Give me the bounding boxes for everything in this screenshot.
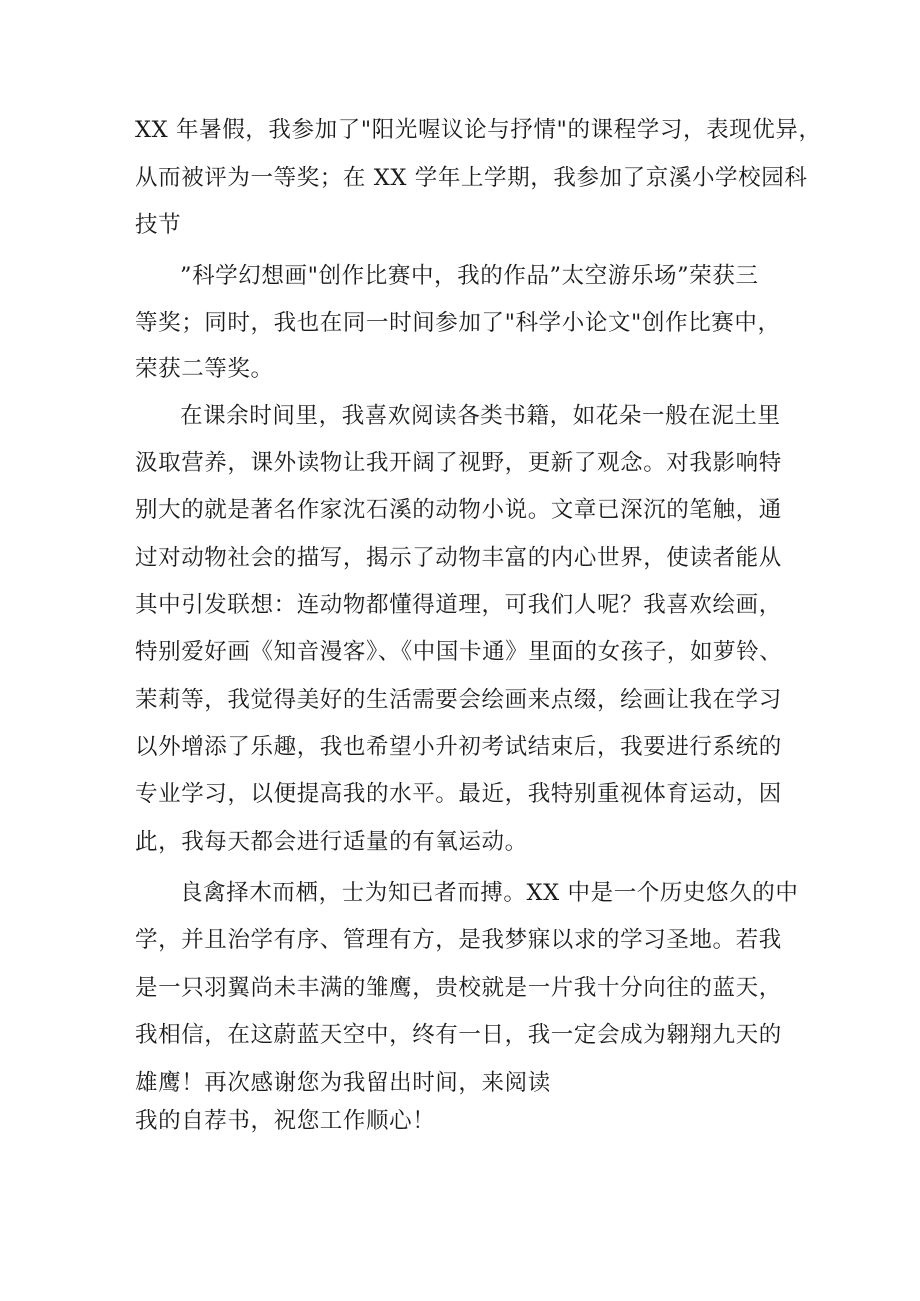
text-line: 别大的就是著名作家沈石溪的动物小说。文章已深沉的笔触，通 [135, 497, 782, 523]
text-line: 在课余时间里，我喜欢阅读各类书籍，如花朵一般在泥土里 [180, 403, 781, 429]
text-line: 专业学习，以便提高我的水平。最近，我特别重视体育运动，因 [135, 781, 782, 807]
text-line: 特别爱好画《知音漫客》、《中国卡通》里面的女孩子，如萝铃、 [135, 639, 783, 665]
text-line: 茉莉等，我觉得美好的生活需要会绘画来点缀，绘画让我在学习 [135, 687, 782, 713]
text-line: 此，我每天都会进行适量的有氧运动。 [135, 829, 528, 855]
text-line: 从而被评为一等奖；在 XX 学年上学期，我参加了京溪小学校园科 [135, 165, 808, 191]
text-line: 等奖；同时，我也在同一时间参加了"科学小论文"创作比赛中， [135, 310, 781, 336]
text-line: 汲取营养，课外读物让我开阔了视野，更新了观念。对我影响特 [135, 450, 782, 476]
text-line: 学，并且治学有序、管理有方，是我梦寐以求的学习圣地。若我 [135, 927, 782, 953]
text-line: 雄鹰！再次感谢您为我留出时间，来阅读 [135, 1070, 551, 1096]
text-line: 过对动物社会的描写，揭示了动物丰富的内心世界，使读者能从 [135, 545, 782, 571]
text-line: 我的自荐书，祝您工作顺心！ [135, 1108, 436, 1134]
text-line: 是一只羽翼尚未丰满的雏鹰，贵校就是一片我十分向往的蓝天， [135, 975, 782, 1001]
text-line: 荣获二等奖。 [135, 356, 274, 382]
text-line: 良禽择木而栖，士为知已者而搏。XX 中是一个历史悠久的中 [180, 880, 799, 906]
text-line: ”科学幻想画"创作比赛中，我的作品”太空游乐场”荣获三 [180, 263, 759, 289]
text-line: 以外增添了乐趣，我也希望小升初考试结束后，我要进行系统的 [135, 734, 782, 760]
text-line: 我相信，在这蔚蓝天空中，终有一日，我一定会成为翱翔九天的 [135, 1022, 782, 1048]
text-line: 技节 [135, 212, 182, 238]
text-line: XX 年暑假，我参加了"阳光喔议论与抒情"的课程学习，表现优异， [135, 117, 822, 143]
text-line: 其中引发联想：连动物都懂得道理，可我们人呢？我喜欢绘画， [135, 592, 782, 618]
